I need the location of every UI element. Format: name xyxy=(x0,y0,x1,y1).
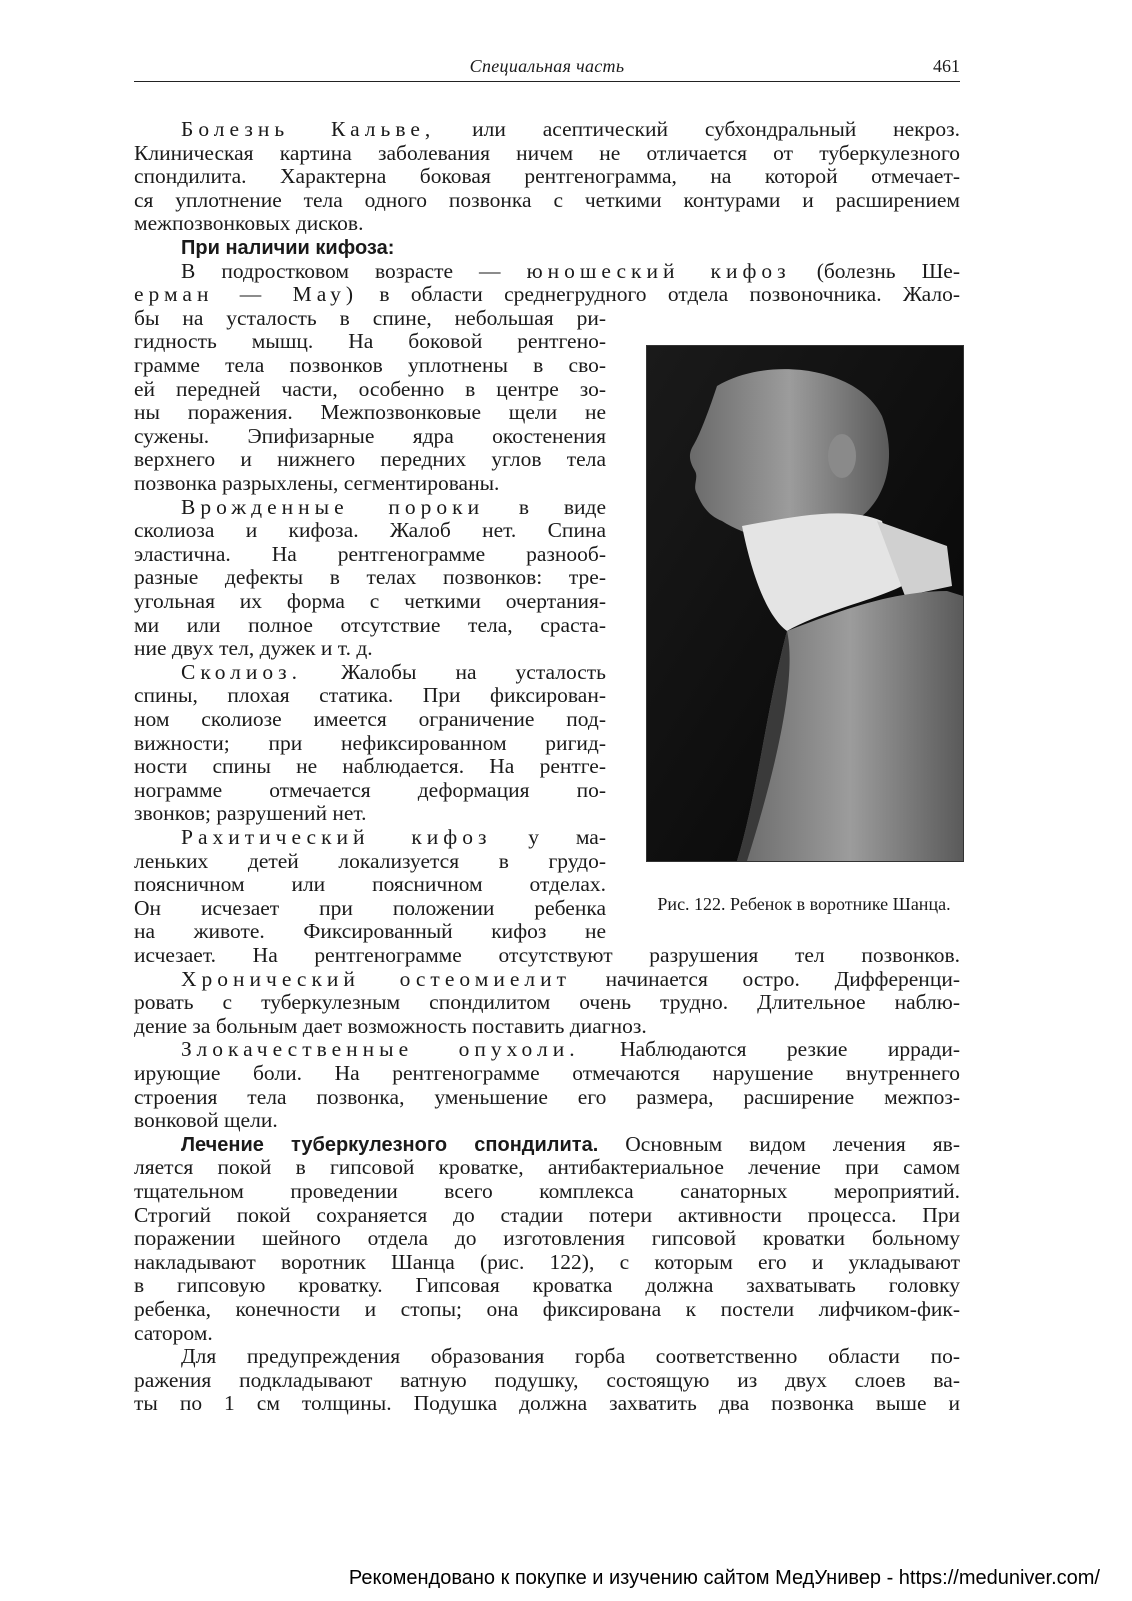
text-line xyxy=(134,542,606,566)
text-run: Он исчезает при положении ребенка xyxy=(134,895,606,920)
figure-caption: Рис. 122. Ребенок в воротнике Шанца. xyxy=(657,894,951,914)
spaced-term: Болезнь Кальве, xyxy=(181,117,436,141)
page-number: 461 xyxy=(933,56,960,76)
text-run: поясничном или поясничном отделах. xyxy=(134,872,606,897)
bold-run: Лечение туберкулезного спондилита. xyxy=(181,1133,599,1156)
text-line xyxy=(134,188,960,212)
text-run: Основным видом лечения яв- xyxy=(598,1131,960,1156)
text-run: В подростковом возрасте — xyxy=(181,258,527,283)
text-run: ровать с туберкулезным спондилитом очень трудно. Длительное наблю- xyxy=(134,990,960,1015)
text-run: ляется покой в гипсовой кроватке, антибактериальное лечение при самом xyxy=(134,1155,960,1180)
spaced-term: юношеский кифоз xyxy=(526,258,791,283)
running-header xyxy=(134,56,960,78)
text-run: строения тела позвонка, уменьшение его размера, расширение межпоз- xyxy=(134,1084,960,1109)
text-line xyxy=(134,731,606,755)
text-line xyxy=(134,801,606,825)
text-line xyxy=(134,306,606,330)
text-line xyxy=(181,495,606,519)
text-line xyxy=(134,377,606,401)
child-in-collar-photo xyxy=(647,346,963,861)
text-line xyxy=(134,589,606,613)
text-line xyxy=(134,1155,960,1179)
text-run: Жалобы на усталость xyxy=(302,659,606,684)
text-run: ном сколиозе имеется ограничение под- xyxy=(134,707,606,731)
spaced-term: Хронический остеомиелит xyxy=(181,966,571,991)
text-run: начинается остро. Дифференци- xyxy=(571,966,960,991)
text-line xyxy=(134,1061,960,1085)
text-line xyxy=(181,825,606,849)
text-run: эластична. На рентгенограмме разнооб- xyxy=(134,541,606,566)
text-run: в области среднегрудного отдела позвоночника. Жало- xyxy=(358,282,960,307)
spaced-term: Рахитический кифоз xyxy=(181,825,492,849)
text-line xyxy=(134,872,606,896)
text-line xyxy=(181,1132,960,1156)
text-run: ражения подкладывают ватную подушку, состоящую из двух слоев ва- xyxy=(134,1367,960,1392)
text-run: Клиническая картина заболевания ничем не отличается от туберкулезного xyxy=(134,140,960,165)
text-line xyxy=(134,1297,960,1321)
text-run: вижности; при нефиксированном ригид- xyxy=(134,730,606,755)
text-run: тщательном проведении всего комплекса санаторных мероприятий. xyxy=(134,1179,960,1203)
text-run: грамме тела позвонков уплотнены в сво- xyxy=(134,353,606,377)
text-run: ся уплотнение тела одного позвонка с четкими контурами и расширением xyxy=(134,187,960,212)
text-run: спины, плохая статика. При фиксирован- xyxy=(134,683,606,708)
text-run: гидность мышц. На боковой рентгено- xyxy=(134,329,606,354)
text-line xyxy=(134,1391,960,1415)
spaced-term: Врожденные пороки xyxy=(181,494,485,519)
text-line xyxy=(134,518,606,542)
text-line xyxy=(134,141,960,165)
text-run: ности спины не наблюдается. На рентге- xyxy=(134,754,606,779)
text-run: Для предупреждения образования горба соответственно области по- xyxy=(181,1344,960,1369)
header-rule xyxy=(134,81,960,82)
text-line xyxy=(134,778,606,802)
running-title: Специальная часть xyxy=(469,56,625,76)
text-line xyxy=(134,990,960,1014)
text-run: вонковой щели. xyxy=(134,1108,278,1133)
text-line xyxy=(181,235,960,259)
text-line xyxy=(134,707,606,731)
text-run: леньких детей локализуется в грудо- xyxy=(134,848,606,873)
bold-run: При наличии кифоза: xyxy=(181,237,395,259)
text-line xyxy=(134,565,606,589)
text-run: в гипсовую кроватку. Гипсовая кроватка должна захватывать головку xyxy=(134,1273,960,1298)
text-run: (болезнь Ше- xyxy=(790,258,960,283)
text-run: звонков; разрушений нет. xyxy=(134,801,367,826)
text-run: ние двух тел, дужек и т. д. xyxy=(134,636,373,661)
text-run: бы на усталость в спине, небольшая ри- xyxy=(134,305,606,330)
text-run: ми или полное отсутствие тела, сраста- xyxy=(134,612,606,637)
text-line xyxy=(181,660,606,684)
spaced-term: ерман — Мау) xyxy=(134,282,359,307)
text-line xyxy=(134,282,960,306)
text-run: ты по 1 см толщины. Подушка должна захватить два позвонка выше и xyxy=(134,1391,960,1416)
text-run: у ма- xyxy=(491,825,606,849)
text-line xyxy=(134,471,606,495)
text-run: накладывают воротник Шанца (рис. 122), с которым его и укладывают xyxy=(134,1249,960,1274)
text-line xyxy=(134,1368,960,1392)
text-run: угольная их форма с четкими очертания- xyxy=(134,589,606,613)
text-line xyxy=(134,353,606,377)
text-run: сколиоза и кифоза. Жалоб нет. Спина xyxy=(134,518,606,543)
text-line xyxy=(134,1108,960,1132)
text-run: ребенка, конечности и стопы; она фиксирована к постели лифчиком-фик- xyxy=(134,1297,960,1321)
text-run: нограмме отмечается деформация по- xyxy=(134,777,606,802)
text-run: межпозвонковых дисков. xyxy=(134,211,364,236)
text-run: верхнего и нижнего передних углов тела xyxy=(134,447,606,472)
text-run: разные дефекты в телах позвонков: тре- xyxy=(134,565,606,590)
text-line xyxy=(134,1179,960,1203)
text-line xyxy=(134,754,606,778)
text-line xyxy=(134,919,606,943)
text-run: Строгий покой сохраняется до стадии потери активности процесса. При xyxy=(134,1202,960,1227)
text-run: поражении шейного отдела до изготовления гипсовой кроватки больному xyxy=(134,1226,960,1251)
text-line xyxy=(134,849,606,873)
text-run: ей передней части, особенно в центре зо- xyxy=(134,376,606,401)
text-run: Наблюдаются резкие ирради- xyxy=(579,1037,960,1062)
text-run: или асептический субхондральный некроз. xyxy=(435,117,960,141)
text-line xyxy=(134,613,606,637)
text-line xyxy=(134,211,960,235)
text-run: в виде xyxy=(484,494,606,519)
text-run: ны поражения. Межпозвонковые щели не xyxy=(134,400,606,425)
text-run: на животе. Фиксированный кифоз не xyxy=(134,919,606,944)
text-line xyxy=(134,683,606,707)
text-line xyxy=(181,967,960,991)
text-line xyxy=(134,1014,960,1038)
footer-watermark: Рекомендовано к покупке и изучению сайтом МедУнивер - https://meduniver.com/ xyxy=(348,1567,1100,1589)
figure-photo xyxy=(646,345,964,862)
spaced-term: Сколиоз. xyxy=(181,659,303,684)
text-line xyxy=(134,943,960,967)
text-line xyxy=(134,329,606,353)
text-run: позвонка разрыхлены, сегментированы. xyxy=(134,471,500,495)
text-line xyxy=(134,1226,960,1250)
text-run: сужены. Эпифизарные ядра окостенения xyxy=(134,423,606,448)
text-line xyxy=(134,1273,960,1297)
text-run: ирующие боли. На рентгенограмме отмечаются нарушение внутреннего xyxy=(134,1061,960,1085)
spaced-term: Злокачественные опухоли. xyxy=(181,1037,580,1062)
text-run: сатором. xyxy=(134,1320,213,1345)
text-line xyxy=(134,1085,960,1109)
text-line xyxy=(181,117,960,141)
text-run: спондилита. Характерна боковая рентгенограмма, на которой отмечает- xyxy=(134,164,960,189)
text-line xyxy=(134,896,606,920)
text-line xyxy=(181,1344,960,1368)
text-line xyxy=(134,447,606,471)
text-line xyxy=(134,1321,960,1345)
text-line xyxy=(134,400,606,424)
text-line xyxy=(134,1250,960,1274)
text-line xyxy=(134,636,606,660)
text-line xyxy=(181,1037,960,1061)
text-run: дение за больным дает возможность поставить диагноз. xyxy=(134,1013,647,1038)
text-line xyxy=(181,259,960,283)
text-line xyxy=(134,1203,960,1227)
text-line xyxy=(134,424,606,448)
text-line xyxy=(134,164,960,188)
text-run: исчезает. На рентгенограмме отсутствуют разрушения тел позвонков. xyxy=(134,943,960,967)
